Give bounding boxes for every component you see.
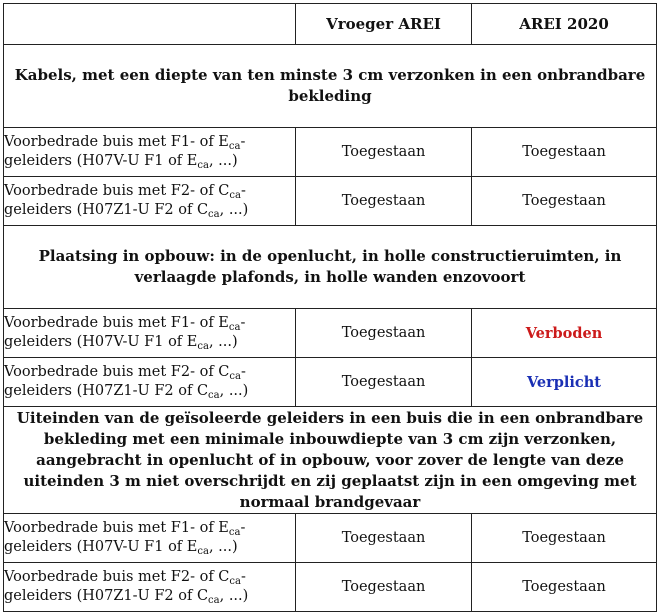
table-row [4, 128, 657, 177]
item-cell-f2: Voorbedrade buis met F2- of $C_{ca}-$ geleiders (H07Z1-U F2 of $C_{ca}$, ...) [4, 563, 296, 612]
item-cell-f2: Voorbedrade buis met F2- of $C_{ca}-$ geleiders (H07Z1-U F2 of $C_{ca}$, ...) [4, 358, 296, 407]
old-value-cell: Toegestaan [296, 177, 472, 226]
header-arei-2020: AREI 2020 [472, 4, 657, 45]
section-title-cables-embedded: Kabels, met een diepte van ten minste 3 cm verzonken in een onbrandbare bekleding [4, 45, 657, 128]
old-value-cell: Toegestaan [296, 514, 472, 563]
new-value-cell: Toegestaan [472, 128, 657, 177]
old-value-cell: Toegestaan [296, 309, 472, 358]
old-value-cell: Toegestaan [296, 128, 472, 177]
section-row [4, 226, 657, 309]
table-row [4, 309, 657, 358]
section-title-surface-mounting: Plaatsing in opbouw: in de openlucht, in holle constructieruimten, in verlaagde plafonds, in holle wanden enzovoort [4, 226, 657, 309]
section-row [4, 407, 657, 514]
table-row [4, 563, 657, 612]
item-cell-f1: Voorbedrade buis met F1- of $E_{ca}-$ geleiders (H07V-U F1 of $E_{ca}$, ...) [4, 309, 296, 358]
new-value-cell: Toegestaan [472, 177, 657, 226]
header-empty-cell [4, 4, 296, 45]
new-value-forbidden: Verboden [472, 309, 657, 358]
item-cell-f1: Voorbedrade buis met F1- of $E_{ca}-$ geleiders (H07V-U F1 of $E_{ca}$, ...) [4, 128, 296, 177]
item-cell-f1: Voorbedrade buis met F1- of $E_{ca}-$ geleiders (H07V-U F1 of $E_{ca}$, ...) [4, 514, 296, 563]
table-row [4, 358, 657, 407]
header-old-arei: Vroeger AREI [296, 4, 472, 45]
old-value-cell: Toegestaan [296, 563, 472, 612]
new-value-cell: Toegestaan [472, 563, 657, 612]
item-cell-f2: Voorbedrade buis met F2- of $C_{ca}-$ geleiders (H07Z1-U F2 of $C_{ca}$, ...) [4, 177, 296, 226]
old-value-cell: Toegestaan [296, 358, 472, 407]
table-row [4, 514, 657, 563]
comparison-table [3, 3, 657, 612]
new-value-cell: Toegestaan [472, 514, 657, 563]
table-row [4, 177, 657, 226]
header-row [4, 4, 657, 45]
section-row [4, 45, 657, 128]
new-value-required: Verplicht [472, 358, 657, 407]
section-title-conductor-ends: Uiteinden van de geïsoleerde geleiders in een buis die in een onbrandbare bekleding met een minimale inbouwdiepte van 3 cm zijn verzonken, aangebracht in openlucht of in opbouw, voor zover de lengte van deze uiteinden 3 m niet overschrijdt en zij geplaatst zijn in een omgeving met normaal brandgevaar [4, 407, 657, 514]
